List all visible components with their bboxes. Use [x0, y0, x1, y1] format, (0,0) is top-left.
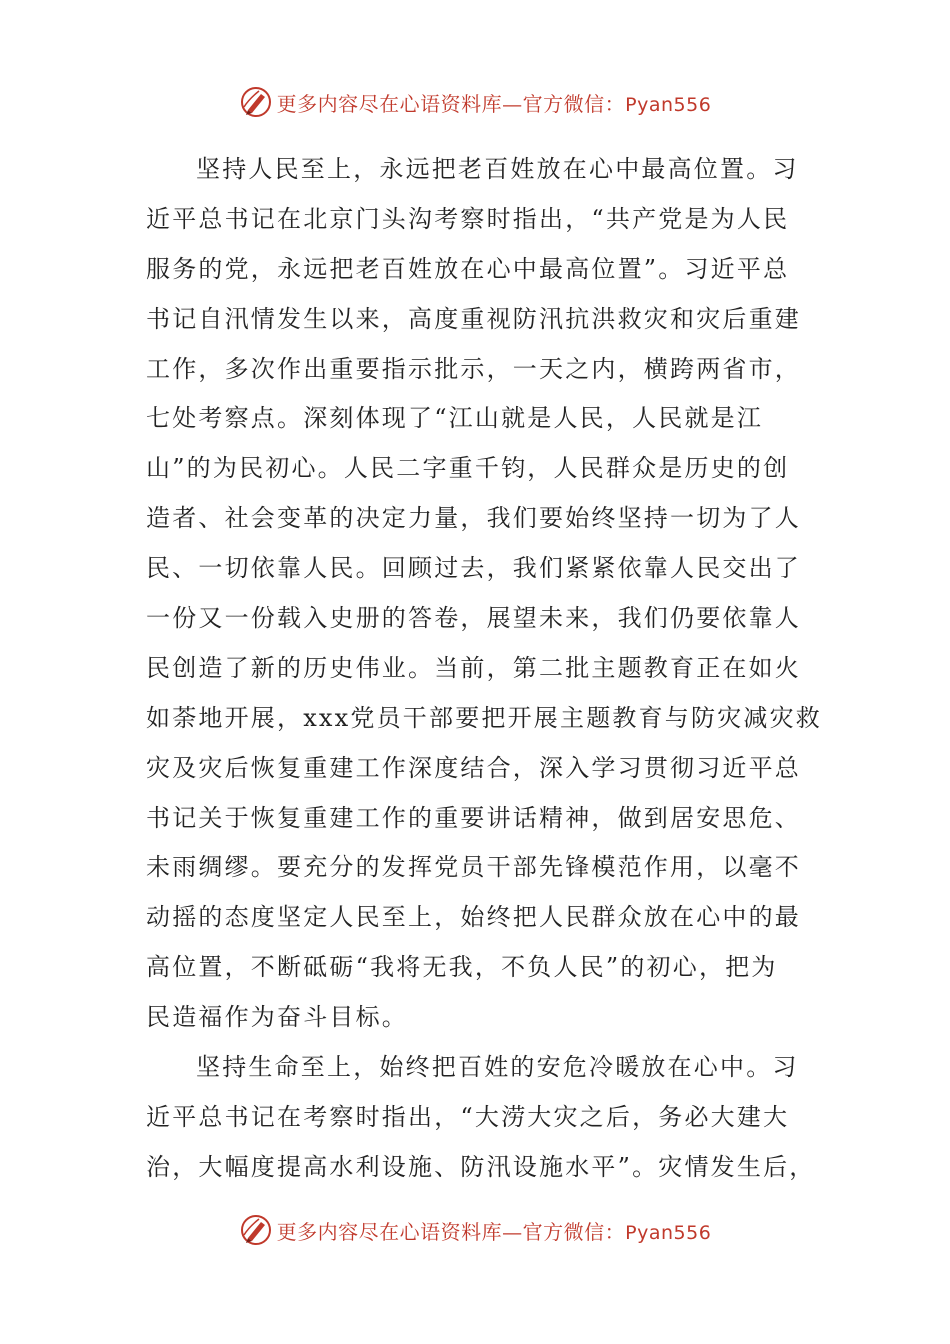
text-line: 服务的党，永远把老百姓放在心中最高位置”。习近平总: [146, 254, 790, 283]
text-line: 书记关于恢复重建工作的重要讲话精神，做到居安思危、: [146, 803, 801, 832]
footer-banner: [0, 1212, 950, 1248]
text-line: 近平总书记在考察时指出，“大涝大灾之后，务必大建大: [146, 1102, 790, 1131]
text-line: 动摇的态度坚定人民至上，始终把人民群众放在心中的最: [146, 903, 801, 932]
text-line: 高位置，不断砥砺“我将无我，不负人民”的初心，把为: [146, 953, 778, 982]
text-line: 民、一切依靠人民。回顾过去，我们紧紧依靠人民交出了: [146, 554, 801, 583]
banner-text: 更多内容尽在心语资料库—官方微信：Pyan556: [276, 91, 712, 116]
text-line: 近平总书记在北京门头沟考察时指出，“共产党是为人民: [146, 204, 790, 233]
banner-text: 更多内容尽在心语资料库—官方微信：Pyan556: [276, 1219, 712, 1244]
text-line: 治，大幅度提高水利设施、防汛设施水平”。灾情发生后，: [146, 1152, 816, 1181]
text-line: 七处考察点。深刻体现了“江山就是人民，人民就是江: [146, 404, 764, 433]
pen-circle-logo-icon: [239, 1213, 273, 1247]
text-line: 工作，多次作出重要指示批示，一天之内，横跨两省市，: [146, 354, 801, 383]
text-line: 如荼地开展，xxx党员干部要把开展主题教育与防灾减灾救: [146, 703, 823, 732]
text-line: 未雨绸缪。要充分的发挥党员干部先锋模范作用，以毫不: [146, 853, 801, 882]
text-line: 民创造了新的历史伟业。当前，第二批主题教育正在如火: [146, 653, 801, 682]
pen-circle-logo-icon: [239, 85, 273, 119]
text-line: 坚持生命至上，始终把百姓的安危冷暖放在心中。习: [196, 1053, 799, 1082]
header-banner: [0, 84, 950, 120]
text-line: 一份又一份载入史册的答卷，展望未来，我们仍要依靠人: [146, 604, 801, 633]
text-line: 民造福作为奋斗目标。: [146, 1003, 408, 1032]
text-line: 灾及灾后恢复重建工作深度结合，深入学习贯彻习近平总: [146, 753, 801, 782]
wechat-handle: Pyan556: [625, 1221, 712, 1244]
text-line: 山”的为民初心。人民二字重千钧，人民群众是历史的创: [146, 454, 790, 483]
wechat-handle: Pyan556: [625, 93, 712, 116]
text-line: 造者、社会变革的决定力量，我们要始终坚持一切为了人: [146, 504, 801, 533]
text-line: 书记自汛情发生以来，高度重视防汛抗洪救灾和灾后重建: [146, 304, 801, 333]
text-line: 坚持人民至上，永远把老百姓放在心中最高位置。习: [196, 155, 799, 183]
document-body: [146, 145, 826, 1193]
